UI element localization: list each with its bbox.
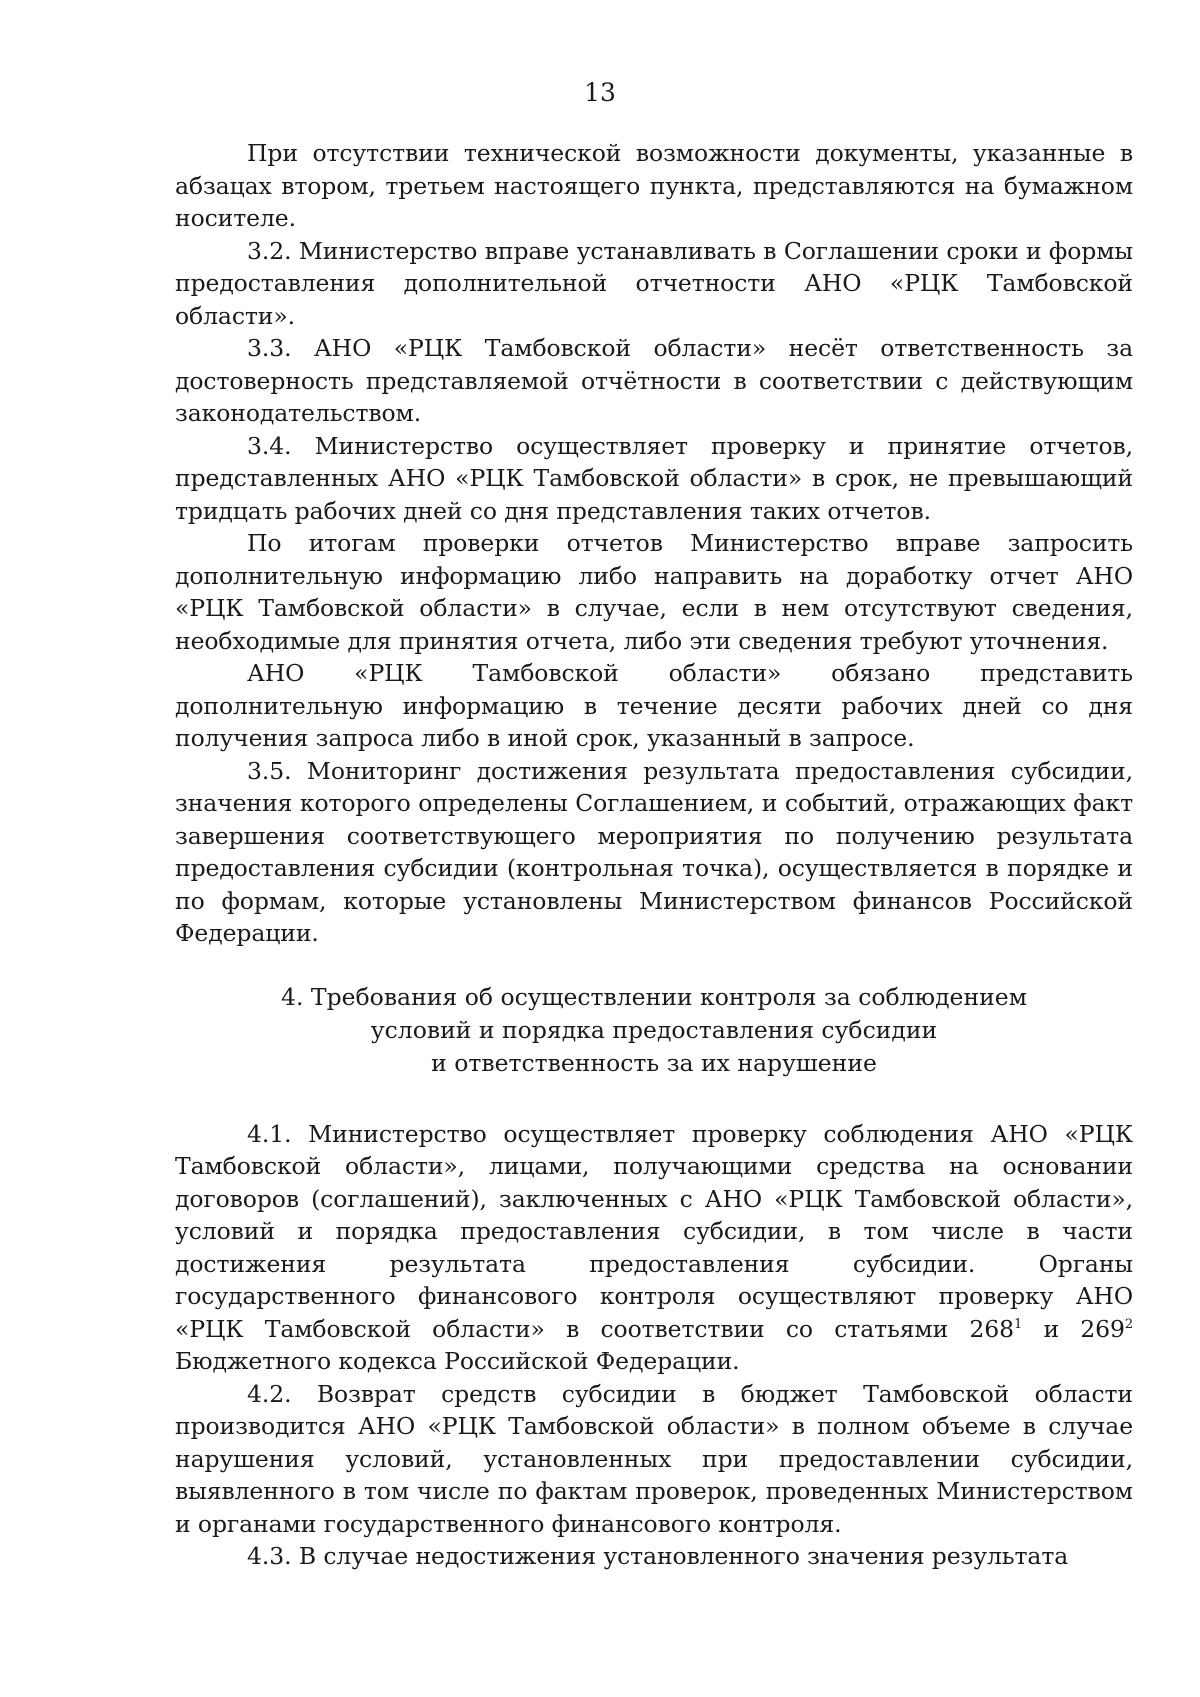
paragraph-4-3: 4.3. В случае недостижения установленного значения результата: [247, 1542, 1069, 1570]
paragraph-3-4: 3.4. Министерство осуществляет проверку и принятие отчетов, представленных АНО «РЦК Тамбовской области» в срок, не превышающий тридцать рабочих дней со дня представления таких отчетов.: [175, 431, 1133, 525]
paragraph-paper-submission: При отсутствии технической возможности документы, указанные в абзацах втором, третьем настоящего пункта, представляются на бумажном носителе.: [175, 139, 1133, 232]
paragraph-4-1-end: Бюджетного кодекса Российской Федерации.: [175, 1347, 740, 1375]
section-heading-4: [175, 981, 1133, 1080]
section-heading-line: условий и порядка предоставления субсидии: [370, 1015, 938, 1044]
paragraph-3-3: 3.3. АНО «РЦК Тамбовской области» несёт ответственность за достоверность представляемой отчётности в соответствии с действующим законодательством.: [175, 334, 1133, 427]
section-heading-line: 4. Требования об осуществлении контроля за соблюдением: [281, 982, 1027, 1011]
section-heading-line: и ответственность за их нарушение: [431, 1048, 877, 1077]
paragraph-3-5: 3.5. Мониторинг достижения результата предоставления субсидии, значения которого определены Соглашением, и событий, отражающих факт завершения соответствующего мероприятия по получению результата предоставления субсидии (контрольная точка), осуществляется в порядке и по формам, которые установлены Министерством финансов Российской Федерации.: [175, 756, 1133, 947]
paragraph-4-1: [175, 1118, 1133, 1378]
paragraph-3-2: 3.2. Министерство вправе устанавливать в Соглашении сроки и формы предоставления дополнительной отчетности АНО «РЦК Тамбовской области».: [175, 236, 1133, 330]
paragraph-4-1-text: 4.1. Министерство осуществляет проверку соблюдения АНО «РЦК Тамбовской области», лицами, получающими средства на основании договоров (соглашений), заключенных с АНО «РЦК Тамбовской области», условий и порядка предоставления субсидии, в том числе в части достижения результата предоставления субсидии. Органы государственного финансового контроля осуществляют проверку АНО «РЦК Тамбовской области» в соответствии со статьями 268: [175, 1119, 1133, 1343]
paragraph-4-1-mid: и 269: [1022, 1314, 1125, 1343]
document-body: [175, 137, 1133, 1573]
paragraph-4-2: 4.2. Возврат средств субсидии в бюджет Тамбовской области производится АНО «РЦК Тамбовской области» в полном объеме в случае нарушения условий, установленных при предоставлении субсидии, выявленного в том числе по фактам проверок, проведенных Министерством и органами государственного финансового контроля.: [175, 1379, 1133, 1538]
article-superscript: 2: [1124, 1316, 1133, 1332]
paragraph-3-4-review: По итогам проверки отчетов Министерство вправе запросить дополнительную информацию либо направить на доработку отчет АНО «РЦК Тамбовской области» в случае, если в нем отсутствуют сведения, необходимые для принятия отчета, либо эти сведения требуют уточнения.: [175, 529, 1133, 655]
page-number: 13: [584, 78, 616, 107]
article-superscript: 1: [1014, 1316, 1023, 1332]
paragraph-3-4-additional-info: АНО «РЦК Тамбовской области» обязано представить дополнительную информацию в течение десяти рабочих дней со дня получения запроса либо в иной срок, указанный в запросе.: [175, 659, 1133, 752]
